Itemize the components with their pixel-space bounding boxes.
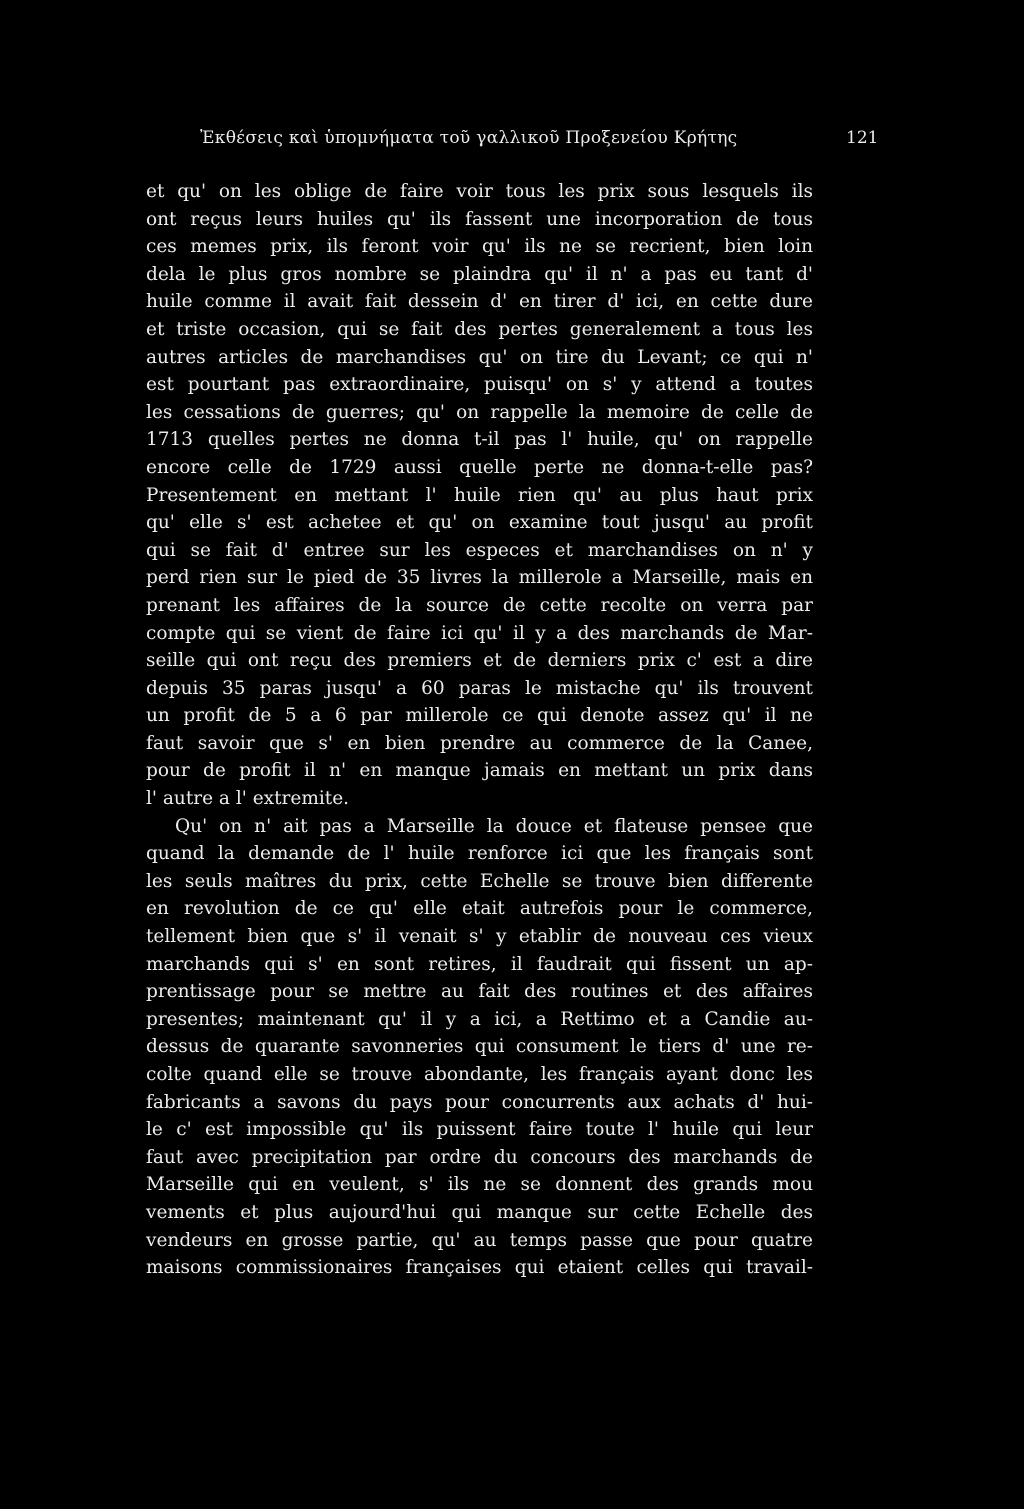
text-line: ces memes prix, ils feront voir qu' ils ne se recrient, bien loin <box>146 236 813 258</box>
text-line: quand la demande de l' huile renforce ici que les français sont <box>146 843 813 865</box>
text-line: ont reçus leurs huiles qu' ils fassent une incorporation de tous <box>146 208 813 230</box>
text-line: qu' elle s' est achetee et qu' on examine tout jusqu' au profit <box>146 512 813 534</box>
text-line: vements et plus aujourd'hui qui manque sur cette Echelle des <box>146 1201 813 1223</box>
text-line: depuis 35 paras jusqu' a 60 paras le mistache qu' ils trouvent <box>146 677 813 699</box>
text-line: tellement bien que s' il venait s' y etablir de nouveau ces vieux <box>146 926 813 948</box>
text-line: Presentement en mettant l' huile rien qu' au plus haut prix <box>146 484 813 506</box>
text-line: le c' est impossible qu' ils puissent faire toute l' huile qui leur <box>146 1119 813 1141</box>
text-line: vendeurs en grosse partie, qu' au temps passe que pour quatre <box>146 1229 813 1251</box>
running-head: Ἐκθέσεις καὶ ὑπομνήματα τοῦ γαλλικοῦ Προξενείου Κρήτης <box>200 128 738 148</box>
text-line: compte qui se vient de faire ici qu' il y a des marchands de Mar- <box>146 622 813 644</box>
text-line: fabricants a savons du pays pour concurrents aux achats d' hui- <box>146 1091 813 1113</box>
text-line: faut avec precipitation par ordre du concours des marchands de <box>146 1146 813 1168</box>
text-line: dessus de quarante savonneries qui consument le tiers d' une re- <box>146 1036 813 1058</box>
text-line: seille qui ont reçu des premiers et de derniers prix c' est a dire <box>146 650 813 672</box>
text-line-paragraph-start: Qu' on n' ait pas a Marseille la douce et flateuse pensee que <box>175 815 813 837</box>
page-number: 121 <box>846 128 879 148</box>
text-line: qui se fait d' entree sur les especes et marchandises on n' y <box>146 539 813 561</box>
text-line: faut savoir que s' en bien prendre au commerce de la Canee, <box>146 732 813 754</box>
text-line: 1713 quelles pertes ne donna t-il pas l' huile, qu' on rappelle <box>146 429 813 451</box>
text-line: un profit de 5 a 6 par millerole ce qui denote assez qu' il ne <box>146 705 813 727</box>
text-line: est pourtant pas extraordinaire, puisqu' on s' y attend a toutes <box>146 374 813 396</box>
text-line: les seuls maîtres du prix, cette Echelle se trouve bien differente <box>146 870 813 892</box>
text-line: marchands qui s' en sont retires, il faudrait qui fissent un ap- <box>146 953 813 975</box>
body-text <box>146 178 813 1282</box>
text-line: maisons commissionaires françaises qui etaient celles qui travail- <box>146 1257 813 1279</box>
text-line: les cessations de guerres; qu' on rappelle la memoire de celle de <box>146 401 813 423</box>
text-line: pour de profit il n' en manque jamais en mettant un prix dans <box>146 760 813 782</box>
text-line: en revolution de ce qu' elle etait autrefois pour le commerce, <box>146 898 813 920</box>
text-line: encore celle de 1729 aussi quelle perte ne donna-t-elle pas? <box>146 456 813 478</box>
text-line: dela le plus gros nombre se plaindra qu' il n' a pas eu tant d' <box>146 263 813 285</box>
text-line: perd rien sur le pied de 35 livres la millerole a Marseille, mais en <box>146 567 813 589</box>
text-line: et qu' on les oblige de faire voir tous les prix sous lesquels ils <box>146 181 813 202</box>
text-line: prentissage pour se mettre au fait des routines et des affaires <box>146 981 813 1003</box>
text-line: huile comme il avait fait dessein d' en tirer d' ici, en cette dure <box>146 291 813 313</box>
text-line: Marseille qui en veulent, s' ils ne se donnent des grands mou <box>146 1174 813 1196</box>
text-line: prenant les affaires de la source de cette recolte on verra par <box>146 594 813 616</box>
text-line: et triste occasion, qui se fait des pertes generalement a tous les <box>146 318 813 340</box>
text-line: autres articles de marchandises qu' on tire du Levant; ce qui n' <box>146 346 813 368</box>
text-line: presentes; maintenant qu' il y a ici, a Rettimo et a Candie au- <box>146 1008 813 1030</box>
text-line: colte quand elle se trouve abondante, les français ayant donc les <box>146 1064 813 1085</box>
text-line-paragraph-end: l' autre a l' extremite. <box>146 788 350 810</box>
